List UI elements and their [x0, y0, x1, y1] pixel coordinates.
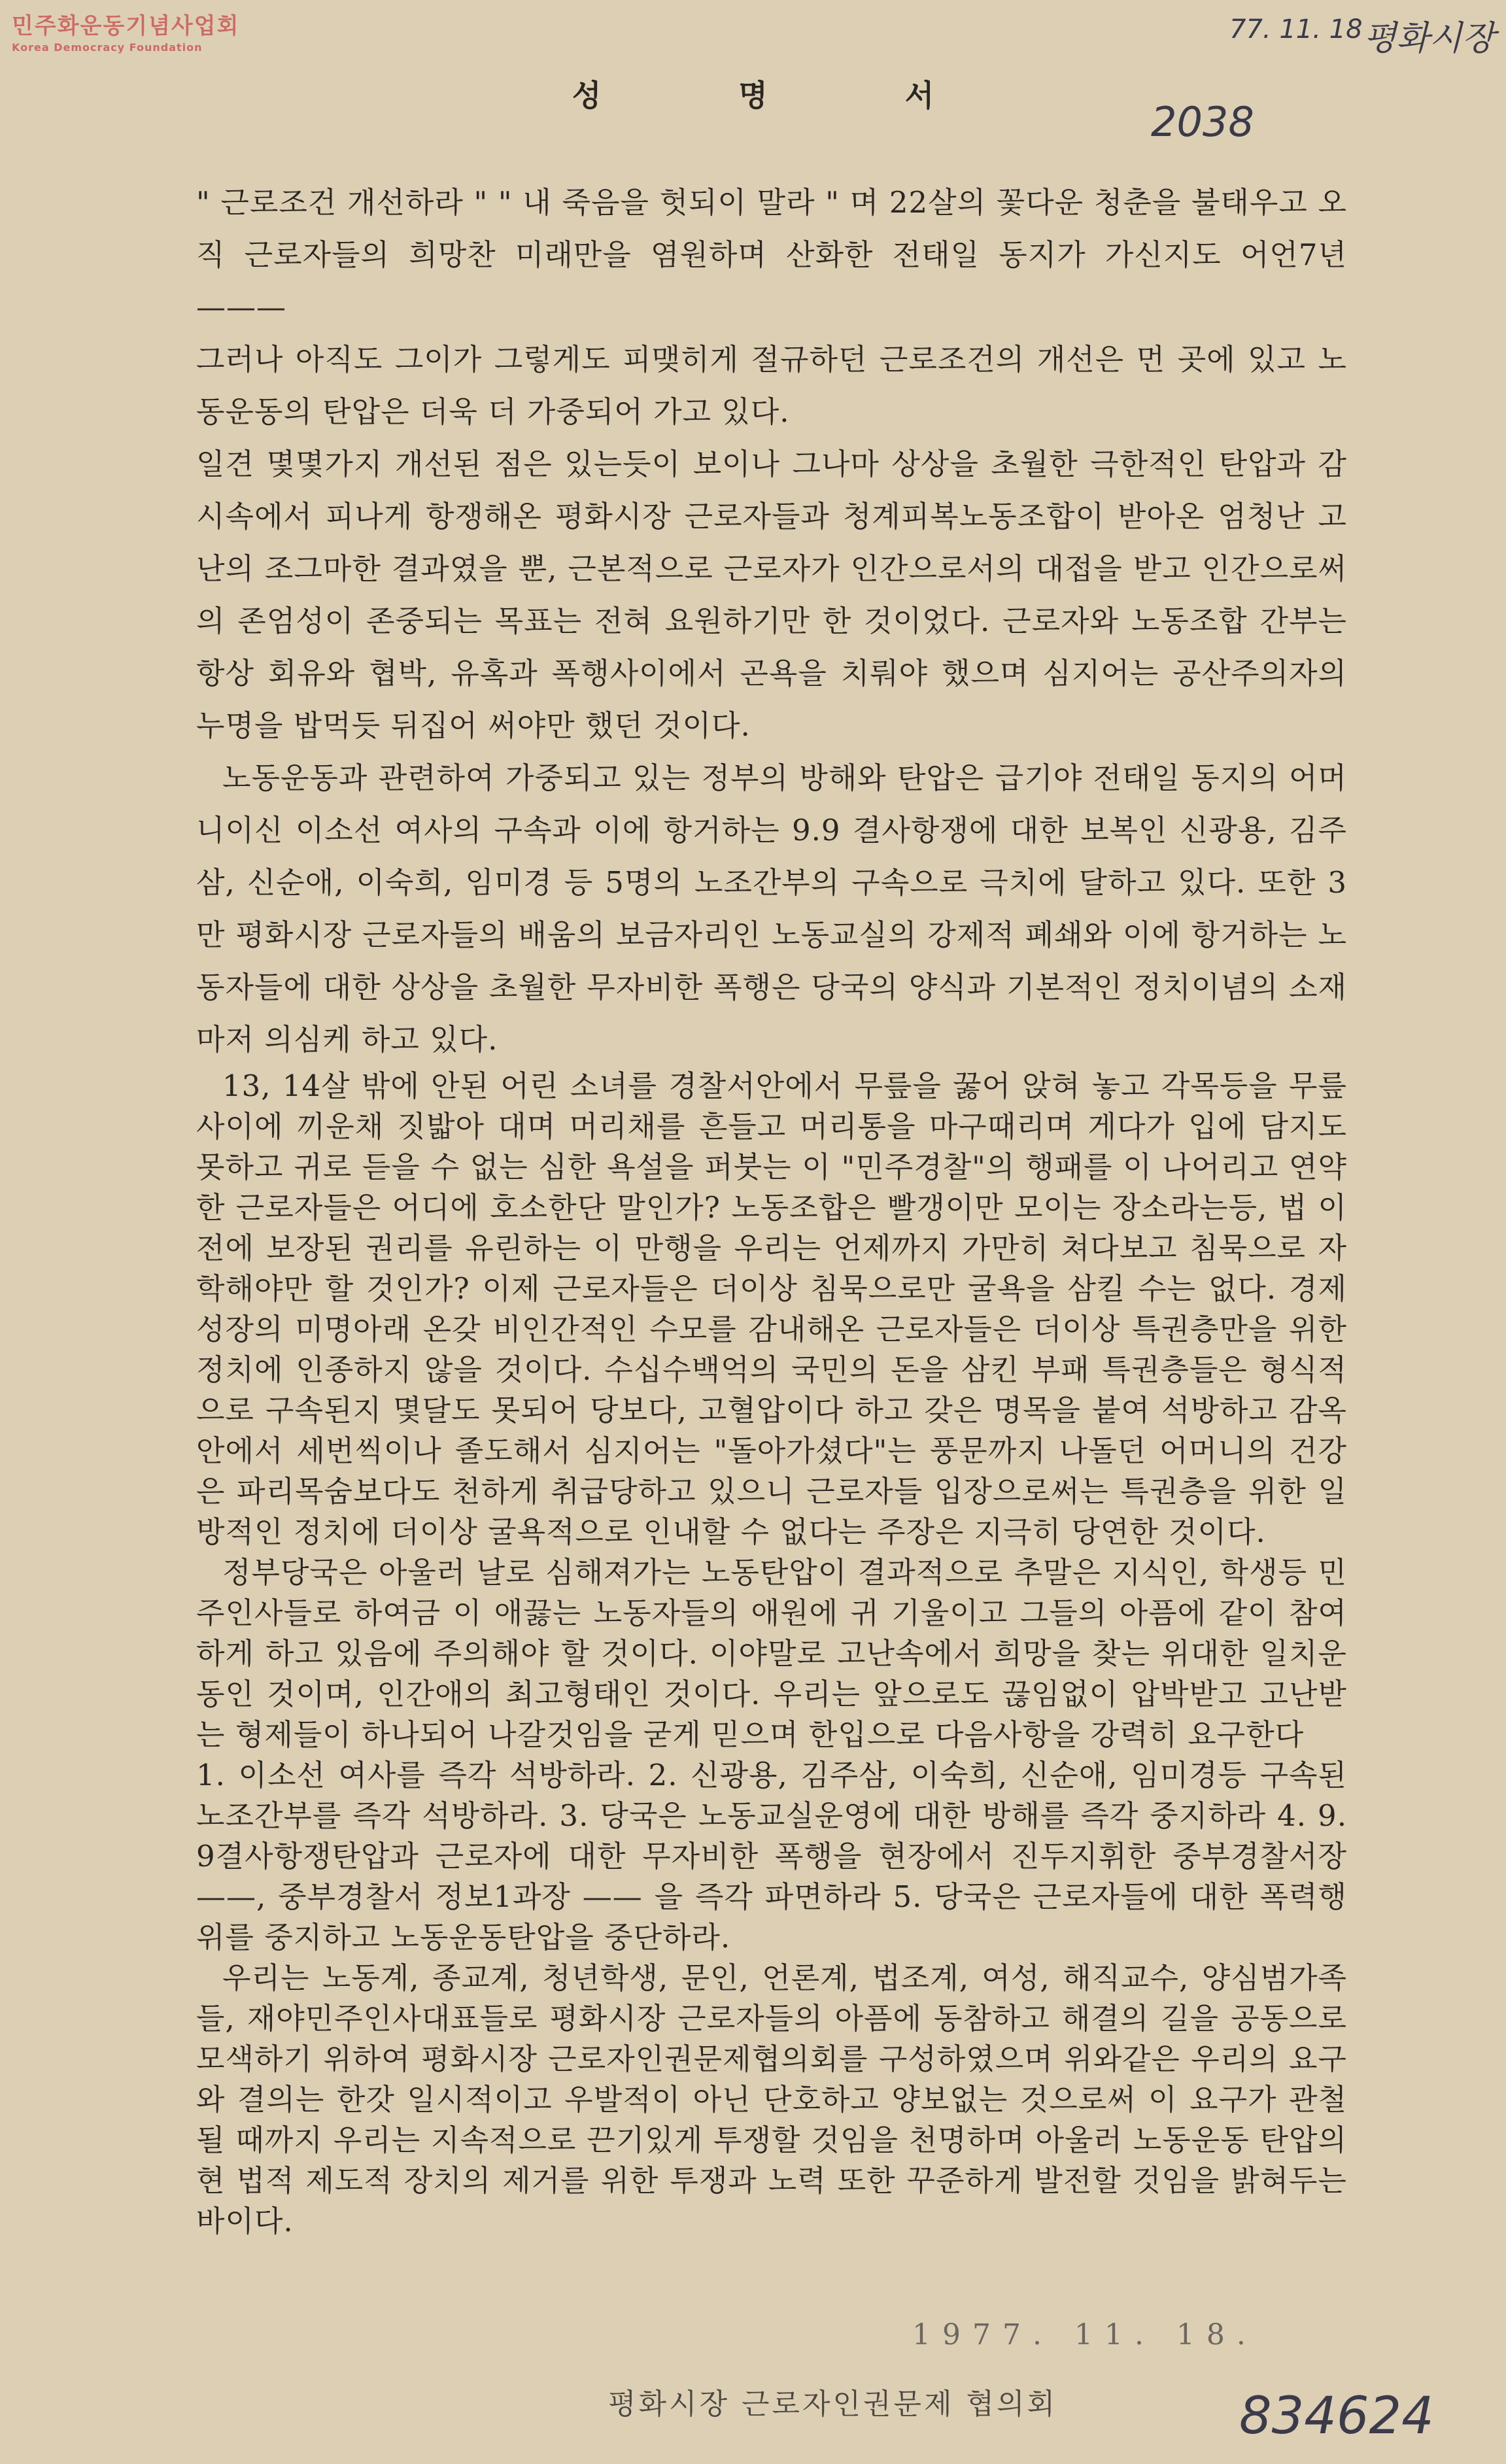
paragraph-intro: " 근로조건 개선하라 " " 내 죽음을 헛되이 말라 " 며 22살의 꽃다운 청춘을 불태우고 오직 근로자들의 희망찬 미래만을 염원하며 산화한 전태일 동지가 가신지도 어언7년 ———	[196, 185, 1347, 324]
foundation-watermark	[12, 8, 239, 54]
watermark-english: Korea Democracy Foundation	[12, 41, 203, 54]
paragraph-resolution: 우리는 노동계, 종교계, 청년학생, 문인, 언론계, 법조계, 여성, 해직교수, 양심범가족들, 재야민주인사대표들로 평화시장 근로자들의 아픔에 동참하고 해결의 길을 공동으로 모색하기 위하여 평화시장 근로자인권문제협의회를 구성하였으며 위와같은 우리의 요구와 결의는 한갓 일시적이고 우발적이 아닌 단호하고 양보없는 것으로써 이 요구가 관철될 때까지 우리는 지속적으로 끈기있게 투쟁할 것임을 천명하며 아울러 노동운동 탄압의 현 법적 제도적 장치의 제거를 위한 투쟁과 노력 또한 꾸준하게 발전할 것임을 밝혀두는 바이다.	[196, 1960, 1347, 2238]
watermark-korean: 민주화운동기념사업회	[12, 13, 240, 39]
paragraph-conditions: 그러나 아직도 그이가 그렇게도 피맺히게 절규하던 근로조건의 개선은 먼 곳에 있고 노동운동의 탄압은 더욱 더 가중되어 가고 있다.	[196, 342, 1347, 429]
document-title: 성명서	[572, 78, 1072, 113]
statement-body	[196, 177, 1347, 2242]
paragraph-government-warning: 정부당국은 아울러 날로 심해져가는 노동탄압이 결과적으로 추말은 지식인, 학생등 민주인사들로 하여금 이 애끓는 노동자들의 애원에 귀 기울이고 그들의 아픔에 같이 참여하게 하고 있음에 주의해야 할 것이다. 이야말로 고난속에서 희망을 찾는 위대한 일치운동인 것이며, 인간애의 최고형태인 것이다. 우리는 앞으로도 끊임없이 압박받고 고난받는 형제들이 하나되어 나갈것임을 굳게 믿으며 한입으로 다음사항을 강력히 요구한다	[196, 1555, 1347, 1752]
issuing-organization: 평화시장 근로자인권문제 협의회	[608, 2387, 1058, 2421]
paragraph-police-violence: 13, 14살 밖에 안된 어린 소녀를 경찰서안에서 무릎을 꿇어 앉혀 놓고 각목등을 무릎사이에 끼운채 짓밟아 대며 머리채를 흔들고 머리통을 마구때리며 게다가 입에 담지도 못하고 귀로 듣을 수 없는 심한 욕설을 퍼붓는 이 "민주경찰"의 행패를 이 나어리고 연약한 근로자들은 어디에 호소한단 말인가? 노동조합은 빨갱이만 모이는 장소라는등, 법 이전에 보장된 권리를 유린하는 이 만행을 우리는 언제까지 가만히 쳐다보고 침묵으로 자학해야만 할 것인가? 이제 근로자들은 더이상 침묵으로만 굴욕을 삼킬 수는 없다. 경제성장의 미명아래 온갖 비인간적인 수모를 감내해온 근로자들은 더이상 특권층만을 위한 정치에 인종하지 않을 것이다. 수십수백억의 국민의 돈을 삼킨 부패 특권층들은 형식적으로 구속된지 몇달도 못되어 당보다, 고혈압이다 하고 갖은 명목을 붙여 석방하고 감옥안에서 세번씩이나 졸도해서 심지어는 "돌아가셨다"는 풍문까지 나돌던 어머니의 건강은 파리목숨보다도 천하게 취급당하고 있으니 근로자들 입장으로써는 특권층을 위한 일방적인 정치에 더이상 굴욕적으로 인내할 수 없다는 주장은 지극히 당연한 것이다.	[196, 1069, 1347, 1549]
paragraph-arrests: 노동운동과 관련하여 가중되고 있는 정부의 방해와 탄압은 급기야 전태일 동지의 어머니이신 이소선 여사의 구속과 이에 항거하는 9.9 결사항쟁에 대한 보복인 신광용, 김주삼, 신순애, 이숙희, 임미경 등 5명의 노조간부의 구속으로 극치에 달하고 있다. 또한 3만 평화시장 근로자들의 배움의 보금자리인 노동교실의 강제적 폐쇄와 이에 항거하는 노동자들에 대한 상상을 초월한 무자비한 폭행은 당국의 양식과 기본적인 정치이념의 소재마저 의심케 하고 있다.	[196, 761, 1347, 1057]
handwritten-date: 77. 11. 18	[1229, 14, 1363, 44]
handwritten-place: 평화시장	[1363, 19, 1495, 58]
archive-number: 834624	[1239, 2387, 1434, 2446]
statement-date: 1977. 11. 18.	[912, 2318, 1258, 2352]
paragraph-demands: 1. 이소선 여사를 즉각 석방하라. 2. 신광용, 김주삼, 이숙희, 신순애, 임미경등 구속된 노조간부를 즉각 석방하라. 3. 당국은 노동교실운영에 대한 방해를 즉각 중지하라 4. 9. 9결사항쟁탄압과 근로자에 대한 무자비한 폭행을 현장에서 진두지휘한 중부경찰서장 ——, 중부경찰서 정보1과장 —— 을 즉각 파면하라 5. 당국은 근로자들에 대한 폭력행위를 중지하고 노동운동탄압을 중단하라.	[196, 1758, 1347, 1955]
paragraph-history: 일견 몇몇가지 개선된 점은 있는듯이 보이나 그나마 상상을 초월한 극한적인 탄압과 감시속에서 피나게 항쟁해온 평화시장 근로자들과 청계피복노동조합이 받아온 엄청난 고난의 조그마한 결과였을 뿐, 근본적으로 근로자가 인간으로서의 대접을 받고 인간으로써의 존엄성이 존중되는 목표는 전혀 요원하기만 한 것이었다. 근로자와 노동조합 간부는 항상 회유와 협박, 유혹과 폭행사이에서 곤욕을 치뤄야 했으며 심지어는 공산주의자의 누명을 밥먹듯 뒤집어 써야만 했던 것이다.	[196, 447, 1347, 743]
handwritten-doc-number: 2038	[1151, 98, 1254, 146]
